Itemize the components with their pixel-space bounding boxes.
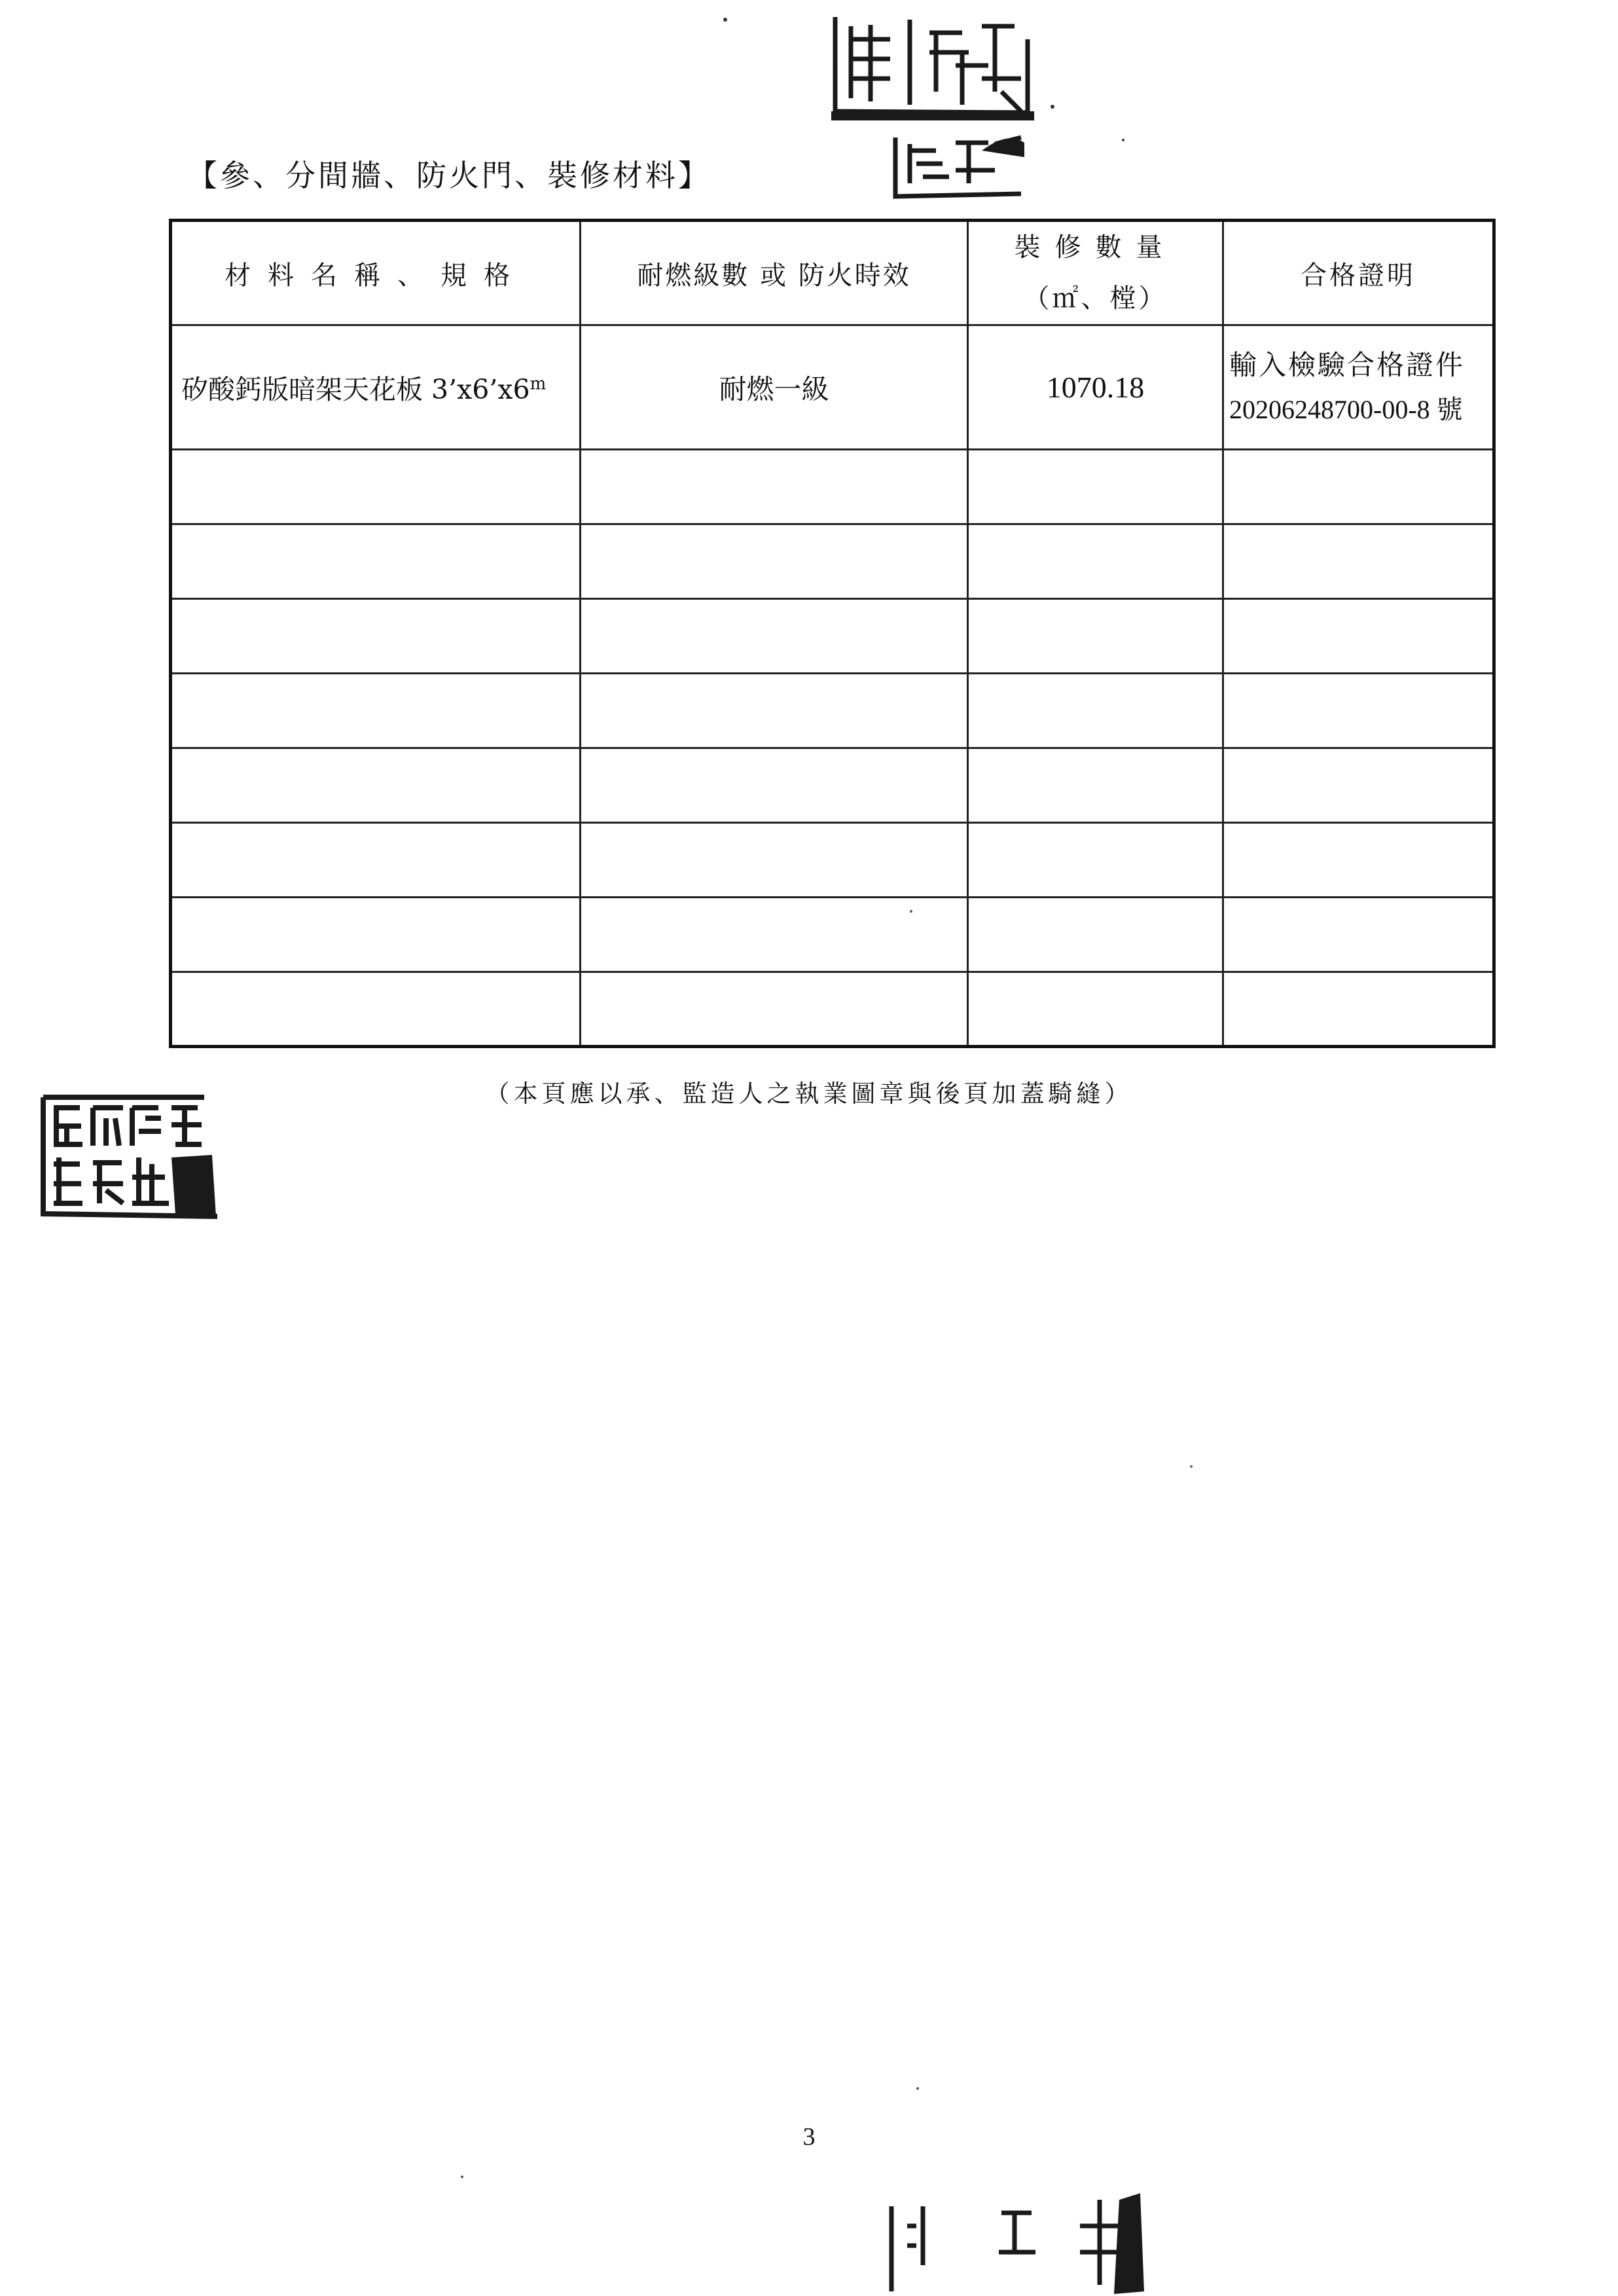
material-unit: m (530, 374, 547, 394)
empty-row (171, 599, 1494, 674)
cell-certificate (1223, 325, 1494, 450)
header-rating: 耐燃級數 或 防火時效 (581, 221, 968, 325)
cell-material (171, 325, 581, 450)
seam-seal-top (831, 13, 1047, 124)
page-number: 3 (802, 2123, 816, 2151)
material-text: 矽酸鈣版暗架天花板 3’x6’x6 (181, 374, 530, 405)
empty-row (171, 972, 1494, 1047)
footnote: （本頁應以承、監造人之執業圖章與後頁加蓋騎縫） (485, 1080, 1133, 1108)
header-certificate: 合格證明 (1223, 221, 1494, 325)
empty-row (171, 748, 1494, 823)
cell-quantity: 1070.18 (968, 325, 1223, 450)
empty-row (171, 450, 1494, 524)
empty-row (171, 674, 1494, 748)
empty-row (171, 823, 1494, 898)
header-quantity-line1: 裝修數量 (1014, 232, 1177, 263)
table-row (171, 325, 1494, 450)
empty-row (171, 898, 1494, 972)
materials-table (169, 219, 1496, 1048)
certificate-line1: 輸入檢驗合格證件 (1229, 348, 1465, 381)
architect-seal (41, 1092, 217, 1223)
certificate-line2: 20206248700-00-8 號 (1229, 394, 1463, 424)
seam-seal-bottom (884, 2187, 1145, 2296)
header-material: 材料名稱、規格 (171, 221, 581, 325)
section-heading: 【參、分間牆、防火門、裝修材料】 (187, 158, 711, 193)
table-header-row (171, 221, 1494, 325)
seam-seal-top-small (890, 131, 1028, 203)
cell-rating: 耐燃一級 (581, 325, 968, 450)
header-quantity (968, 221, 1223, 325)
header-quantity-line2: （㎡、樘） (1023, 283, 1168, 314)
empty-row (171, 524, 1494, 599)
